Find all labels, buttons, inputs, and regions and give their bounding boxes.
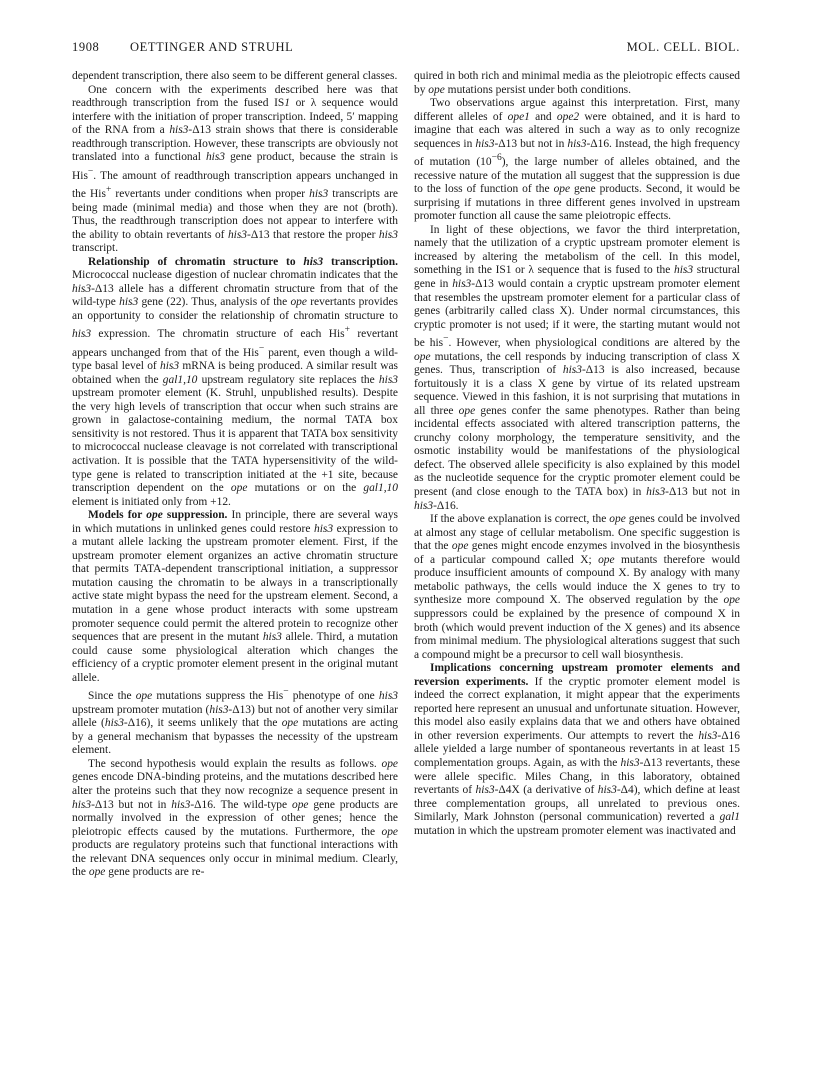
journal-name: MOL. CELL. BIOL. [626, 40, 740, 54]
right-paragraph-4: If the above explanation is correct, the ope genes could be involved at almost any stage of cellular metabolism. One specific suggestion is that the ope genes might encode enzymes involved in the biosynthesis of a particular compound called X; ope mutants therefore would produce insufficient amounts of compound X. By analogy with many metabolic pathways, the cells would induce the X genes to try to synthesize more compound X. The observed regulation by the ope suppressors could be explained by the presence of compound X in broth (which would prevent induction of the X genes) and its absence from minimal medium. The physiological alterations suggest that such a compound might be a precursor to cell wall biosynthesis. [414, 513, 741, 661]
left-paragraph-6: The second hypothesis would explain the results as follows. ope genes encode DNA-binding proteins, and the mutations described here alter the proteins such that they now recognize a sequence present in his3-Δ13 but not in his3-Δ16. The wild-type ope gene products are normally involved in the expression of other genes; hence the pleiotropic effects caused by the mutations. Furthermore, the ope products are regulatory proteins such that functional interactions with the relevant DNA sequences only occur in minimal medium. Clearly, the ope gene products are re- [72, 757, 398, 879]
left-paragraph-1: dependent transcription, there also seem to be different general classes. [72, 70, 398, 82]
left-paragraph-4: Models for ope suppression. In principle, there are several ways in which mutations in unlinked genes could restore his3 expression to a mutant allele lacking the upstream promoter element. First, if the upstream promoter element organizes an active chromatin structure that permits TATA-dependent transcriptional initiation, a suppressor mutation causing the chromatin to be always in a transcriptionally active state might bypass the need for the upstream element. Second, a mutation in a gene whose product interacts with some upstream promoter sequence could permit the altered protein to recognize other sequences that are present in the mutant his3 allele. Third, a mutation could cause some physiological alteration which changes the efficiency of a cryptic promoter element present in the original mutant allele. [72, 509, 399, 684]
page-number: 1908 [72, 40, 100, 54]
right-paragraph-1: quired in both rich and minimal media as the pleiotropic effects caused by ope mutations persist under both conditions. [414, 70, 740, 96]
right-paragraph-2: Two observations argue against this interpretation. First, many different alleles of ope1 and ope2 were obtained, and it is hard to imagine that each was altered in such a way as to only recognize sequences in his3-Δ13 but not in his3-Δ16. Instead, the high frequency of mutation $(10^{-6})$, the large number of alleles obtained, and the recessive nature of the mutation all suggest that the suppression is due to the loss of function of the ope gene products. Second, it would be surprising if mutations in three different genes involved in upstream promoter function all cause the same pleiotropic effects. [414, 97, 740, 223]
right-paragraph-5: Implications concerning upstream promoter elements and reversion experiments. If the cryptic promoter element model is indeed the correct explanation, it might appear that the experiments reported here represent an unusual and unfortunate situation. However, this model also easily explains data that we and others have obtained in other reversion experiments. Our attempts to revert the his3-Δ16 allele yielded a large number of spontaneous revertants in at least 15 complementation groups. Again, as with the his3-Δ13 revertants, these were allele specific. Miles Chang, in this laboratory, obtained revertants of his3-Δ4X (a derivative of his3-Δ4), which define at least three complementation groups, all unrelated to previous ones. Similarly, Mark Johnston (personal communication) reverted a gal1 mutation in which the upstream promoter element was inactivated and [414, 662, 740, 837]
right-column [414, 70, 740, 838]
left-paragraph-5: Since the ope mutations suppress the His− phenotype of one his3 upstream promoter mutation (his3-Δ13) but not of another very similar allele (his3-Δ16), it seems unlikely that the ope mutations are acting by a general mechanism that bypasses the necessity of the upstream element. [72, 686, 399, 757]
right-paragraph-3: In light of these objections, we favor the third interpretation, namely that the utilization of a cryptic upstream promoter element is increased by altering the metabolism of the cell. In this model, something in the IS1 or λ sequence that is fused to the his3 structural gene in his3-Δ13 would contain a cryptic upstream promoter element that resembles the upstream promoter element for a particular class of genes (arbitrarily called class X). Under normal circumstances, this cryptic promoter is not used; if it were, the starting mutant would not be his−. However, when physiological conditions are altered by the ope mutations, the cell responds by inducing transcription of class X genes. Thus, transcription of his3-Δ13 is also increased, because fortuitously it is a class X gene by virtue of its related upstream sequence. Viewed in this fashion, it is not surprising that mutations in all three ope genes confer the same phenotypes. Rather than being incidental effects associated with altered transcription patterns, the crunchy colony morphology, the temperature sensitivity, and the osmotic instability would be manifestations of the physiological defect. The observed allele specificity is also explained by this model as the nucleotide sequence for the cryptic promoter element could be present (and close enough to the TATA box) in his3-Δ13 but not in his3-Δ16. [414, 223, 741, 512]
left-column [72, 70, 398, 880]
left-paragraph-2: One concern with the experiments described here was that readthrough transcription from the fused IS1 or λ sequence would interfere with the initiation of proper transcription. Indeed, 5′ mapping of the RNA from a his3-Δ13 strain shows that there is considerable readthrough transcription. However, these transcripts are obviously not translated into a functional his3 gene product, because the strain is His−. The amount of readthrough transcription appears unchanged in the His+ revertants under conditions when proper his3 transcripts are being made (minimal media) and those when they are not (broth). Thus, the readthrough transcription does not appear to interfere with the ability to obtain revertants of his3-Δ13 that restore the proper his3 transcript. [72, 83, 399, 255]
running-authors: OETTINGER AND STRUHL [130, 40, 294, 54]
running-header [72, 40, 740, 56]
left-paragraph-3: Relationship of chromatin structure to his3 transcription. Micrococcal nuclease digestion of nuclear chromatin indicates that the his3-Δ13 allele has a different chromatin structure from that of the wild-type his3 gene (22). Thus, analysis of the ope revertants provides an opportunity to consider the relationship of chromatin structure to his3 expression. The chromatin structure of each His+ revertant appears unchanged from that of the His− parent, even though a wild-type basal level of his3 mRNA is being produced. A similar result was obtained when the gal1,10 upstream regulatory site replaces the his3 upstream promoter element (K. Struhl, unpublished results). Despite the very high levels of transcription that occur when such strains are grown in galactose-containing medium, the normal TATA box sensitivity is not restored. Thus it is apparent that TATA box sensitivity to micrococcal nuclease cleavage is not correlated with transcriptional activation. It is possible that the TATA hypersensitivity of the wild-type gene is related to transcription initiated at the +1 site, because transcription dependent on the ope mutations or on the gal1,10 element is initiated only from +12. [72, 255, 399, 508]
